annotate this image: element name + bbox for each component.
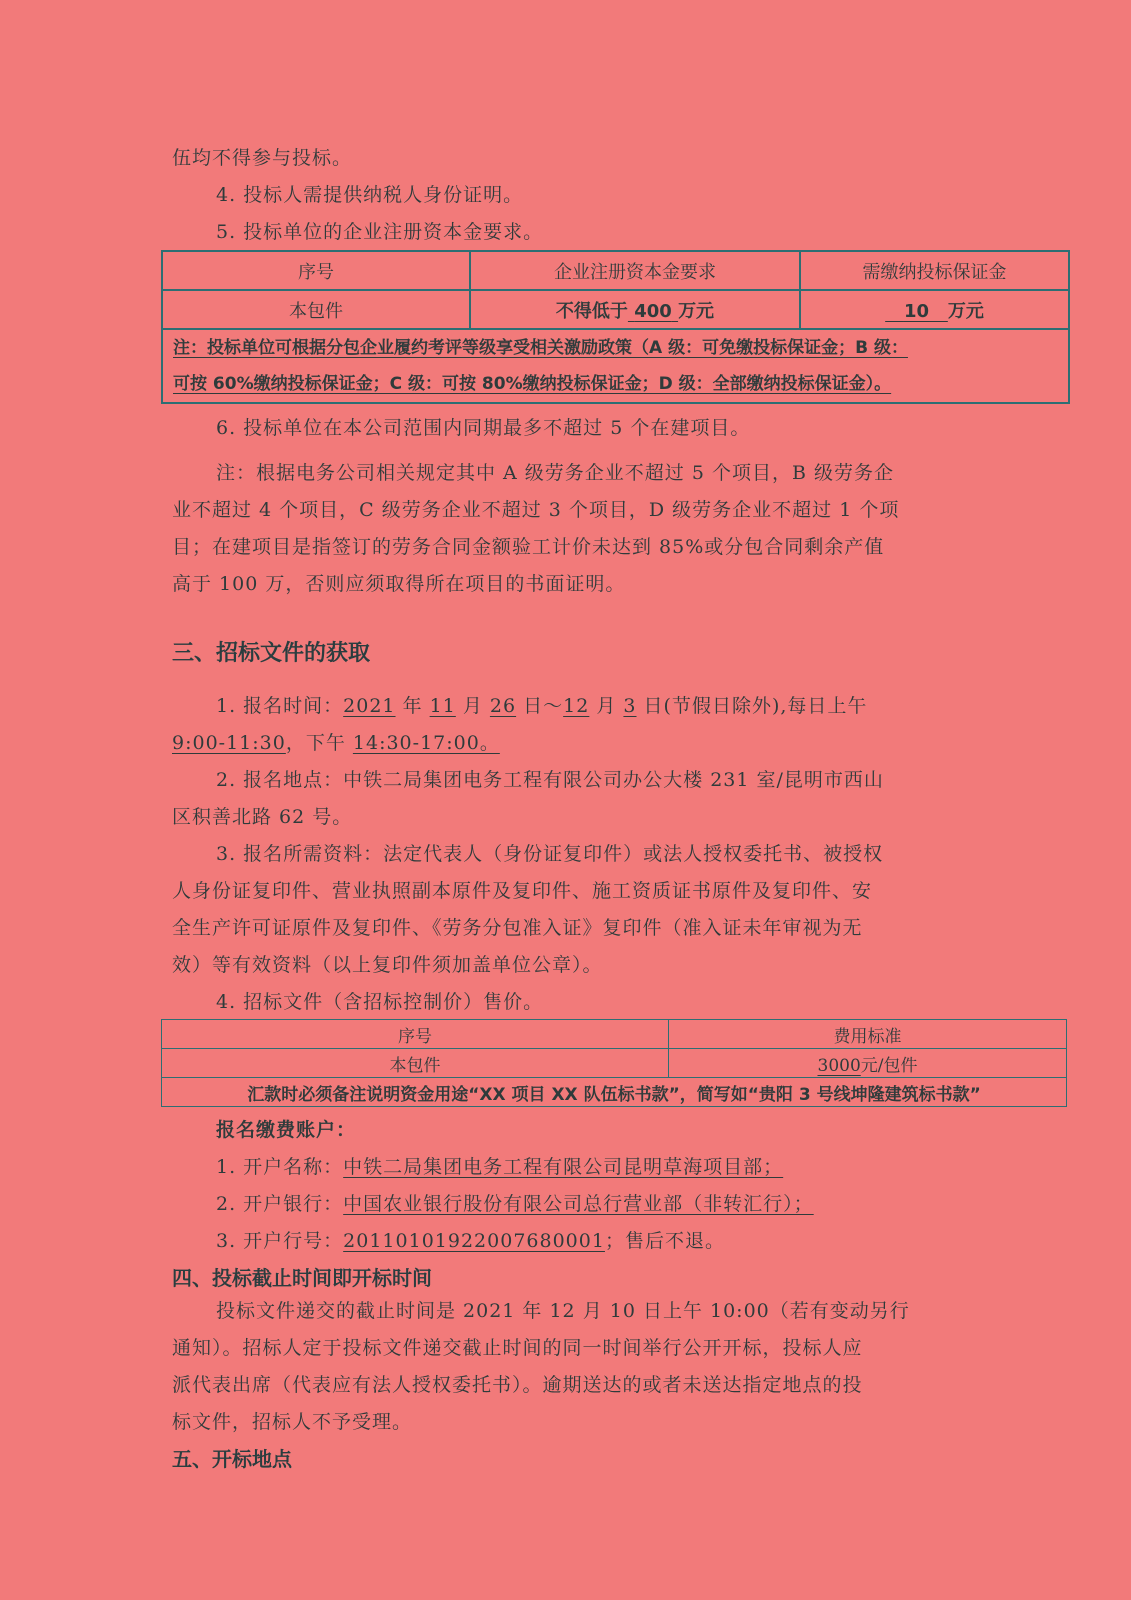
table-header-row <box>162 1020 1067 1049</box>
section-3-heading: 三、招标文件的获取 <box>172 641 371 666</box>
header-cell-seq: 序号 <box>162 251 470 290</box>
bank-name: 中国农业银行股份有限公司总行营业部（非转汇行）； <box>343 1193 814 1215</box>
account-number-line: 3. 开户行号：20110101922007680001；售后不退。 <box>216 1230 725 1252</box>
reg-morning-hours: 9:00-11:30 <box>172 732 286 754</box>
account-name: 中铁二局集团电务工程有限公司昆明草海项目部； <box>343 1156 784 1178</box>
reg-year: 2021 <box>343 695 396 717</box>
reg-day-start: 26 <box>489 695 517 717</box>
item-5-capital-requirement: 5. 投标单位的企业注册资本金要求。 <box>216 221 544 243</box>
header-cell-capital: 企业注册资本金要求 <box>470 251 800 290</box>
item-4-doc-price: 4. 招标文件（含招标控制价）售价。 <box>216 991 544 1013</box>
registration-place-line-2: 区积善北路 62 号。 <box>172 806 353 828</box>
row-label: 本包件 <box>162 290 470 329</box>
incentive-note <box>162 329 1069 403</box>
capital-value: 400 <box>634 300 672 322</box>
bond-unit: 万元 <box>947 300 984 322</box>
registration-docs-line-3: 全生产许可证原件及复印件、《劳务分包准入证》复印件（准入证未年审视为无 <box>172 917 863 939</box>
capital-cell <box>470 290 800 329</box>
capital-requirement-table <box>161 250 1070 404</box>
item-4-tax-proof: 4. 投标人需提供纳税人身份证明。 <box>216 184 524 206</box>
paragraph-continuation: 伍均不得参与投标。 <box>172 147 353 169</box>
capital-unit: 万元 <box>678 300 715 322</box>
fee-value: 3000 <box>817 1055 861 1076</box>
reg-day-end: 3 <box>623 695 637 717</box>
reg-month-end: 12 <box>563 695 590 717</box>
account-number: 20110101922007680001 <box>343 1230 605 1252</box>
registration-time-line-1: 1. 报名时间：2021 年 11 月 26 日～12 月 3 日(节假日除外),每日上午 <box>216 695 868 717</box>
note-line-4: 高于 100 万，否则应须取得所在项目的书面证明。 <box>172 573 626 595</box>
capital-prefix: 不得低于 <box>555 300 628 322</box>
registration-time-line-2: 9:00-11:30，下午 14:30-17:00。 <box>172 732 500 754</box>
account-name-line: 1. 开户名称：中铁二局集团电务工程有限公司昆明草海项目部； <box>216 1156 784 1178</box>
deadline-line-2: 通知）。招标人定于投标文件递交截止时间的同一时间举行公开开标，投标人应 <box>172 1337 863 1359</box>
section-4-heading: 四、投标截止时间即开标时间 <box>172 1266 432 1290</box>
deadline-line-4: 标文件，招标人不予受理。 <box>172 1411 413 1433</box>
header-cell-bond: 需缴纳投标保证金 <box>800 251 1069 290</box>
registration-docs-line-1: 3. 报名所需资料：法定代表人（身份证复印件）或法人授权委托书、被授权 <box>216 843 884 865</box>
table-row <box>162 290 1069 329</box>
document-fee-table <box>161 1019 1067 1107</box>
table-row <box>162 1049 1067 1078</box>
row-label: 本包件 <box>162 1049 669 1078</box>
registration-place-line-1: 2. 报名地点：中铁二局集团电务工程有限公司办公大楼 231 室/昆明市西山 <box>216 769 884 791</box>
header-cell-fee: 费用标准 <box>669 1020 1067 1049</box>
reg-month-start: 11 <box>429 695 456 717</box>
note-line-1: 注：根据电务公司相关规定其中 A 级劳务企业不超过 5 个项目，B 级劳务企 <box>216 462 894 484</box>
fee-cell <box>669 1049 1067 1078</box>
section-5-heading: 五、开标地点 <box>172 1447 292 1471</box>
account-title: 报名缴费账户： <box>216 1119 357 1141</box>
table-header-row <box>162 251 1069 290</box>
bond-cell <box>800 290 1069 329</box>
note-line-2: 业不超过 4 个项目，C 级劳务企业不超过 3 个项目，D 级劳务企业不超过 1 个项 <box>172 499 900 521</box>
incentive-note-line-2: 可按 60%缴纳投标保证金；C 级：可按 80%缴纳投标保证金；D 级：全部缴纳投标保证金）。 <box>173 374 892 394</box>
reg-afternoon-hours: 14:30-17:00。 <box>352 732 500 754</box>
registration-docs-line-2: 人身份证复印件、营业执照副本原件及复印件、施工资质证书原件及复印件、安 <box>172 880 873 902</box>
table-note-row <box>162 1078 1067 1107</box>
note-line-3: 目；在建项目是指签订的劳务合同金额验工计价未达到 85%或分包合同剩余产值 <box>172 536 885 558</box>
bank-line: 2. 开户银行：中国农业银行股份有限公司总行营业部（非转汇行）； <box>216 1193 814 1215</box>
remittance-note: 汇款时必须备注说明资金用途“XX 项目 XX 队伍标书款”，简写如“贵阳 3 号线坤隆建筑标书款” <box>162 1078 1067 1107</box>
deadline-line-1: 投标文件递交的截止时间是 2021 年 12 月 10 日上午 10:00（若有变动另行 <box>216 1300 910 1322</box>
bond-value: 10 <box>903 300 930 322</box>
incentive-note-line-1: 注：投标单位可根据分包企业履约考评等级享受相关激励政策（A 级：可免缴投标保证金；B 级： <box>173 338 908 358</box>
fee-unit: 元/包件 <box>860 1055 918 1076</box>
item-6-max-projects: 6. 投标单位在本公司范围内同期最多不超过 5 个在建项目。 <box>216 417 751 439</box>
table-note-row <box>162 329 1069 403</box>
header-cell-seq: 序号 <box>162 1020 669 1049</box>
registration-docs-line-4: 效）等有效资料（以上复印件须加盖单位公章）。 <box>172 954 603 976</box>
deadline-line-3: 派代表出席（代表应有法人授权委托书）。逾期送达的或者未送达指定地点的投 <box>172 1374 863 1396</box>
